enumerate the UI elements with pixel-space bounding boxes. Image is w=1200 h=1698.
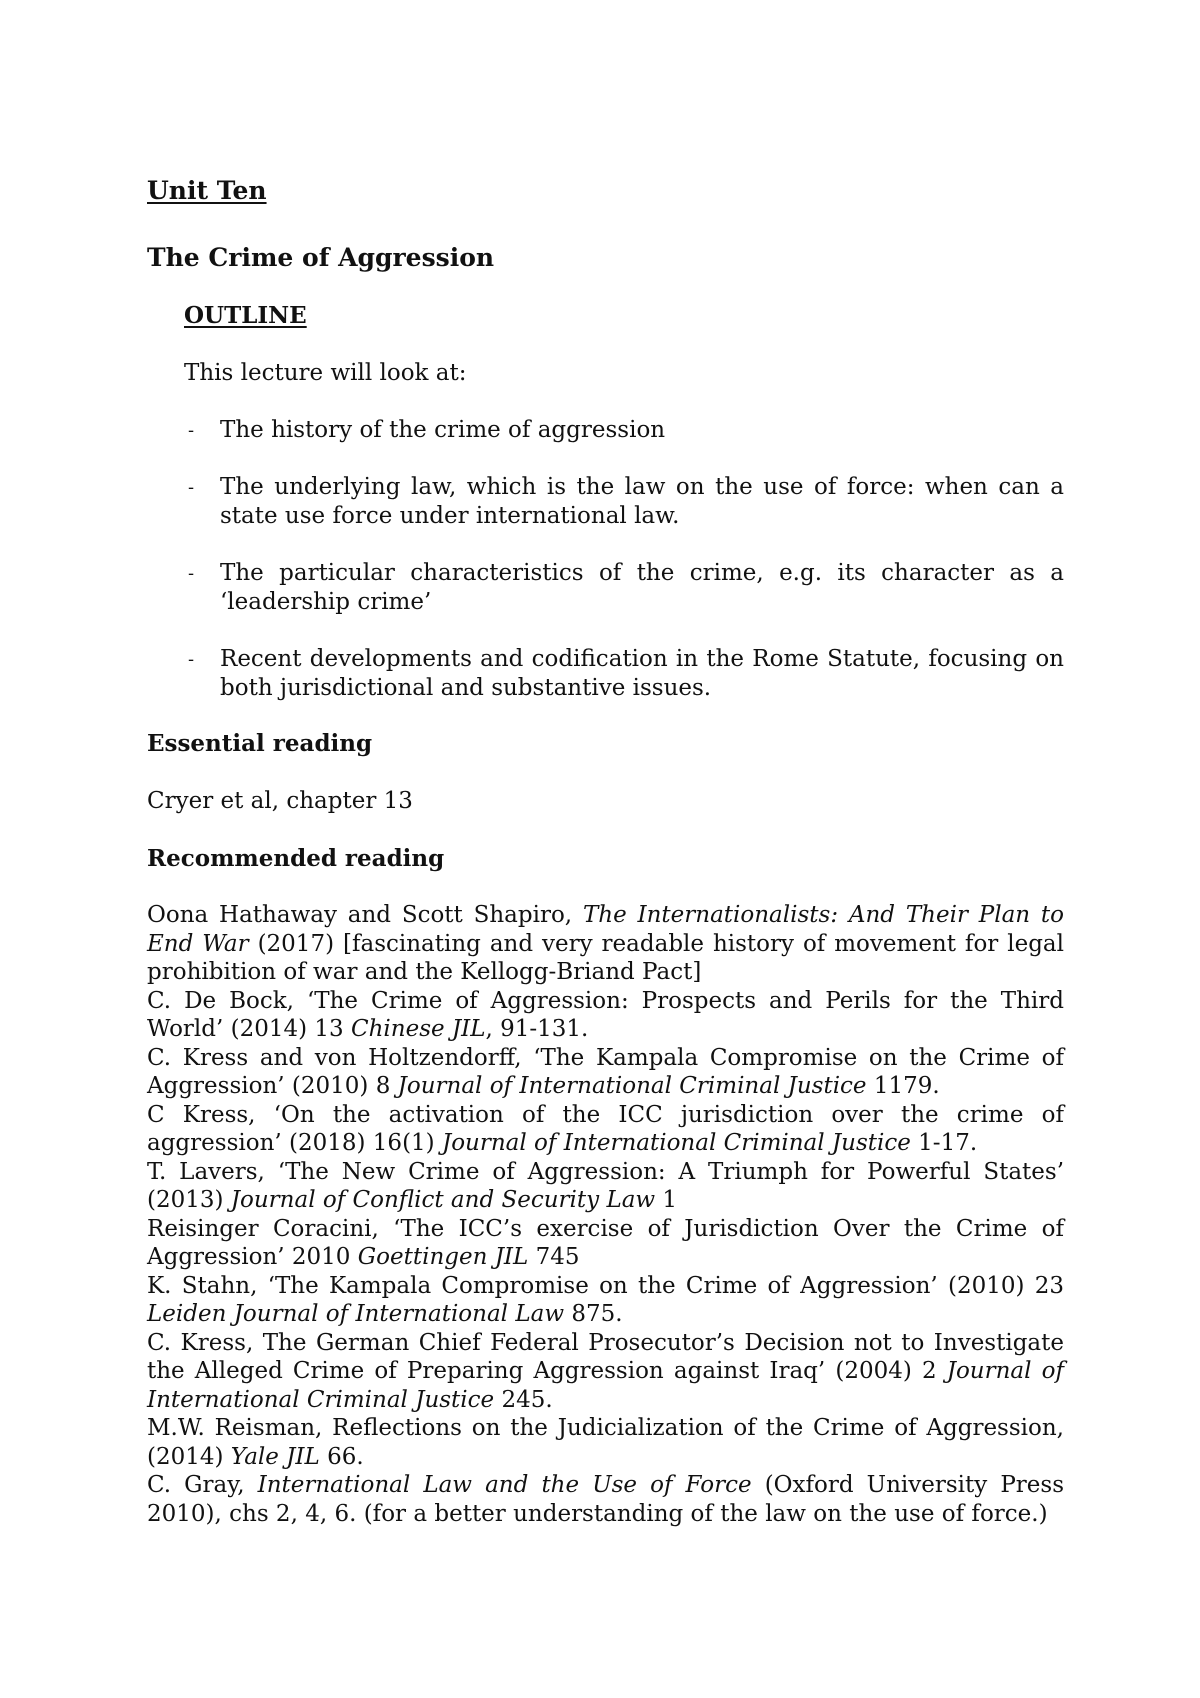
reference-text: (Oxford University Press 2010), chs 2, 4, 6. (for a better understanding of the law on the use of force.) — [147, 1472, 1065, 1527]
outline-item — [184, 559, 1064, 617]
bullet-dash-icon: - — [188, 477, 195, 498]
reference-text: C Kress, ‘On the activation of the ICC jurisdiction over the crime of aggression’ (2018) 16(1) — [147, 1101, 1064, 1156]
reference-text: , 91-131. — [485, 1016, 589, 1042]
reference-item — [147, 1329, 1064, 1415]
reference-item — [147, 987, 1064, 1044]
reference-item — [147, 901, 1064, 987]
reference-text: T. Lavers, ‘The New Crime of Aggression: A Triumph for Powerful States’ (2013) — [147, 1158, 1064, 1213]
reference-text: C. De Bock, ‘The Crime of Aggression: Prospects and Perils for the Third World’ (2014) 13 — [147, 987, 1064, 1042]
bullet-dash-icon: - — [188, 563, 195, 584]
outline-list — [184, 416, 1064, 731]
essential-reading-text: Cryer et al, chapter 13 — [147, 788, 413, 814]
outline-item-text: The particular characteristics of the crime, e.g. its character as a ‘leadership crime’ — [220, 560, 1064, 615]
outline-item — [184, 416, 1064, 445]
reference-text: Oona Hathaway and Scott Shapiro, — [147, 902, 583, 928]
bullet-dash-icon: - — [188, 420, 195, 441]
essential-reading-heading: Essential reading — [147, 730, 373, 757]
reference-text: 245. — [494, 1386, 553, 1413]
reference-text: 66. — [319, 1443, 364, 1470]
reference-source: Journal of International Criminal Justice — [147, 1358, 1064, 1413]
reference-text: 1 — [655, 1187, 678, 1213]
reference-text: C. Gray, — [147, 1472, 258, 1498]
outline-heading: OUTLINE — [184, 302, 307, 329]
reference-item — [147, 1215, 1064, 1272]
reference-list — [147, 901, 1064, 1528]
reference-text: M.W. Reisman, Reflections on the Judicialization of the Crime of Aggression, (2014) — [147, 1415, 1064, 1470]
reference-item — [147, 1414, 1064, 1471]
outline-item — [184, 645, 1064, 703]
reference-source: Chinese JIL — [351, 1016, 486, 1042]
outline-item-text: The history of the crime of aggression — [220, 417, 666, 443]
recommended-reading-heading: Recommended reading — [147, 845, 445, 872]
reference-text: C. Kress and von Holtzendorff, ‘The Kampala Compromise on the Crime of Aggression’ (2010) 8 — [147, 1044, 1064, 1099]
outline-item-text: Recent developments and codification in the Rome Statute, focusing on both jurisdictional and substantive issues. — [220, 646, 1064, 701]
reference-item — [147, 1471, 1064, 1528]
unit-title: Unit Ten — [147, 176, 267, 205]
reference-source: Journal of Conflict and Security Law — [230, 1187, 656, 1213]
reference-source: Leiden Journal of International Law — [147, 1301, 565, 1327]
reference-source: Goettingen JIL — [357, 1244, 529, 1270]
reference-text: 1-17. — [910, 1130, 978, 1156]
reference-item — [147, 1158, 1064, 1215]
bullet-dash-icon: - — [188, 649, 195, 670]
reference-text: 875. — [564, 1301, 623, 1327]
reference-text: 745 — [528, 1244, 580, 1270]
reference-text: Reisinger Coracini, ‘The ICC’s exercise of Jurisdiction Over the Crime of Aggression’ 2010 — [147, 1215, 1064, 1270]
reference-source: International Law and the Use of Force — [257, 1472, 752, 1498]
outline-intro: This lecture will look at: — [184, 360, 467, 386]
reference-source: Yale JIL — [230, 1443, 320, 1470]
outline-item-text: The underlying law, which is the law on the use of force: when can a state use force under international law. — [220, 474, 1064, 529]
reference-source: Journal of International Criminal Justice — [441, 1130, 911, 1156]
reference-text: K. Stahn, ‘The Kampala Compromise on the Crime of Aggression’ (2010) 23 — [147, 1272, 1064, 1299]
reference-text: (2017) [fascinating and very readable history of movement for legal prohibition of war and the Kellogg-Briand Pact] — [147, 930, 1064, 985]
reference-item — [147, 1272, 1064, 1329]
outline-item — [184, 473, 1064, 531]
reference-item — [147, 1101, 1064, 1158]
reference-item — [147, 1044, 1064, 1101]
reference-text: C. Kress, The German Chief Federal Prosecutor’s Decision not to Investigate the Alleged Crime of Preparing Aggression against Iraq’ (2004) 2 — [147, 1329, 1064, 1384]
reference-text: 1179. — [866, 1073, 940, 1099]
reference-source: The Internationalists: And Their Plan to End War — [147, 902, 1064, 957]
reference-source: Journal of International Criminal Justice — [397, 1073, 867, 1099]
page-title: The Crime of Aggression — [147, 243, 495, 272]
